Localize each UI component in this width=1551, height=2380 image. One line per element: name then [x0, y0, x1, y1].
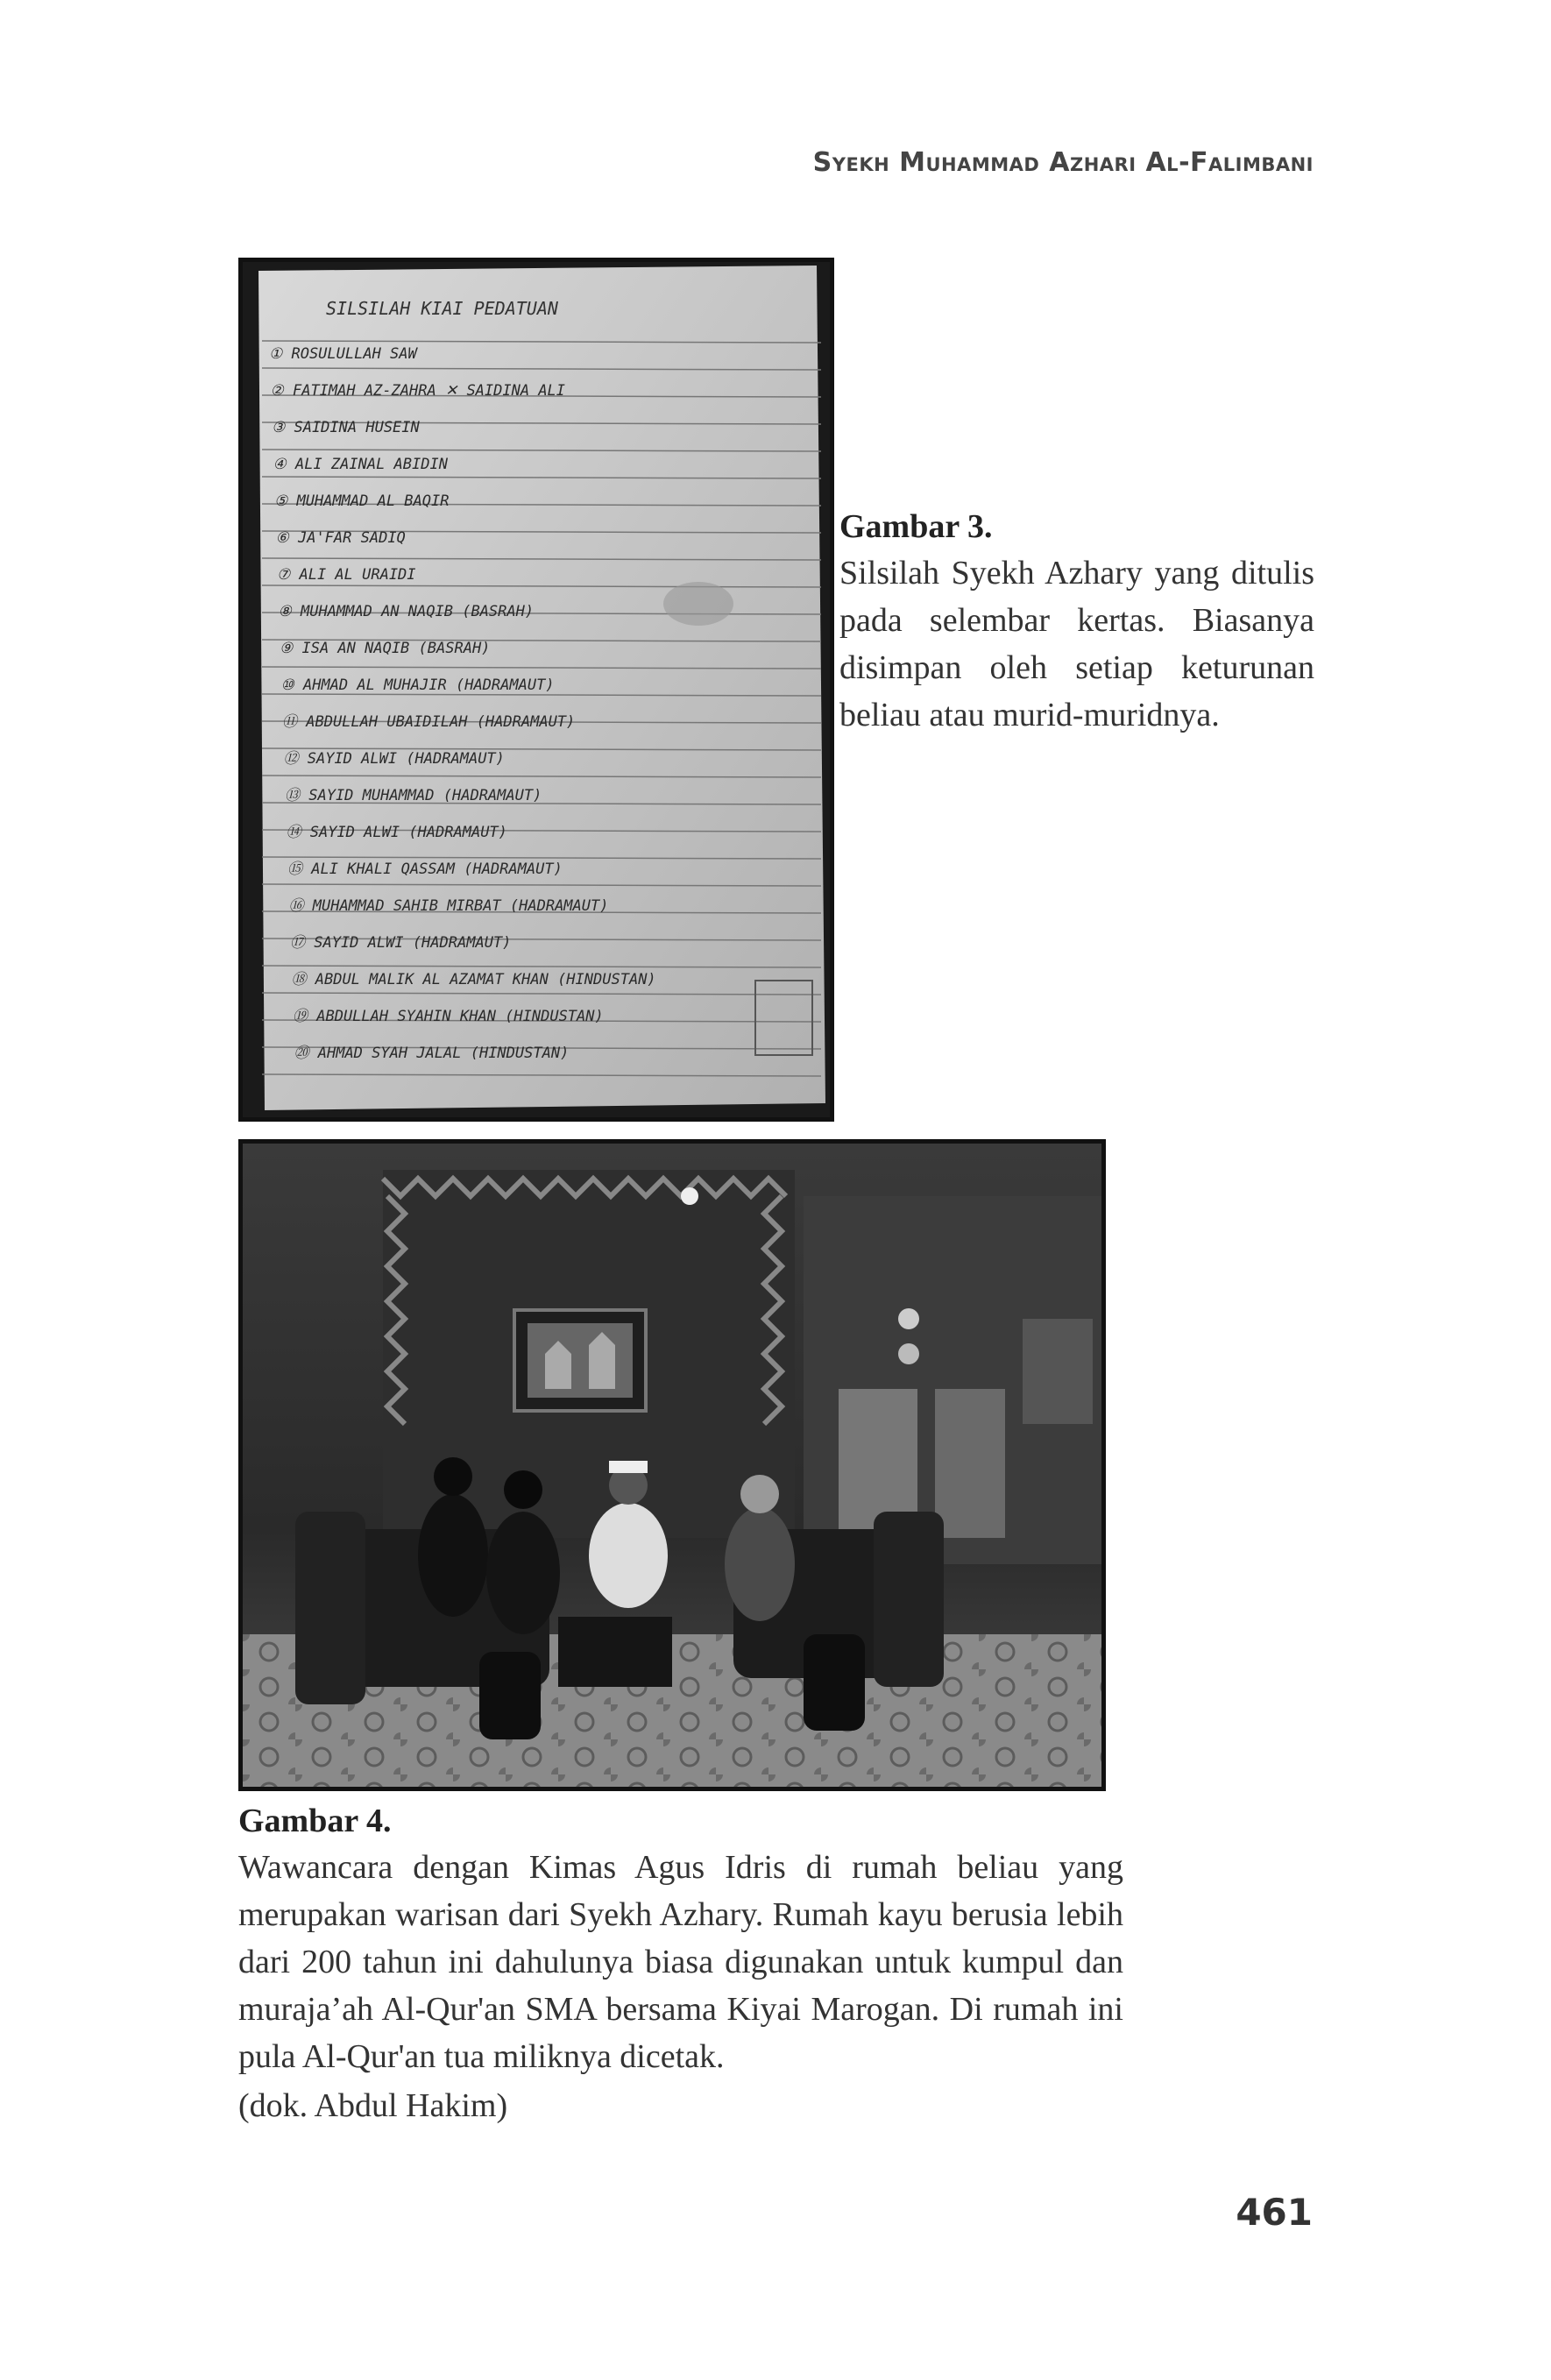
- handwritten-entry: ⑥ JA'FAR SADIQ: [275, 529, 406, 547]
- paper-heading: SILSILAH KIAI PEDATUAN: [326, 298, 558, 319]
- running-header: Syekh Muhammad Azhari Al-Falimbani: [812, 147, 1314, 178]
- handwritten-entry: ⑳ AHMAD SYAH JALAL (HINDUSTAN): [294, 1045, 570, 1062]
- person-left-1: [418, 1494, 488, 1617]
- handwritten-entry: ⑨ ISA AN NAQIB (BASRAH): [280, 640, 491, 657]
- backpack-right: [804, 1634, 865, 1731]
- handwritten-entry: ⑦ ALI AL URAIDI: [277, 566, 416, 584]
- coffee-table: [558, 1617, 672, 1687]
- handwritten-entry: ④ ALI ZAINAL ABIDIN: [273, 456, 448, 473]
- handwritten-entry: ⑬ SAYID MUHAMMAD (HADRAMAUT): [285, 787, 542, 804]
- person-left-2: [486, 1512, 560, 1634]
- interview-photo: [238, 1139, 1106, 1791]
- person-right: [725, 1507, 795, 1621]
- genealogy-photo: [238, 258, 834, 1122]
- figure-4-title: Gambar 4.: [238, 1803, 392, 1839]
- handwritten-entry: ⑲ ABDULLAH SYAHIN KHAN (HINDUSTAN): [293, 1008, 604, 1025]
- handwritten-entry: ⑯ MUHAMMAD SAHIB MIRBAT (HADRAMAUT): [288, 897, 609, 915]
- figure-3-text: Silsilah Syekh Azhary yang ditulis pada selembar kertas. Biasanya disimpan oleh setiap keturunan beliau atau murid-muridnya.: [839, 555, 1314, 733]
- photo-credit: (dok. Abdul Hakim): [238, 2087, 508, 2124]
- figure-3-caption: [839, 504, 1314, 739]
- person-white-shirt: [589, 1503, 668, 1608]
- handwritten-entry: ③ SAIDINA HUSEIN: [272, 419, 420, 436]
- handwritten-entry: ⑭ SAYID ALWI (HADRAMAUT): [286, 824, 507, 841]
- page-number: 461: [1236, 2191, 1313, 2234]
- handwritten-entry: ⑪ ABDULLAH UBAIDILAH (HADRAMAUT): [282, 713, 576, 731]
- handwritten-entry: ⑧ MUHAMMAD AN NAQIB (BASRAH): [278, 603, 535, 620]
- paper-stain: [663, 582, 733, 626]
- figure-4-text: Wawancara dengan Kimas Agus Idris di rumah beliau yang merupakan warisan dari Syekh Azhary. Rumah kayu berusia lebih dari 200 tahun ini dahulunya biasa digunakan untuk kumpul dan muraja’ah Al-Qur'an SMA bersama Kiyai Marogan. Di rumah ini pula Al-Qur'an tua miliknya dicetak.: [238, 1849, 1123, 2075]
- figure-3-title: Gambar 3.: [839, 508, 993, 545]
- handwritten-entry: ⑮ ALI KHALI QASSAM (HADRAMAUT): [287, 861, 563, 878]
- handwritten-entry: ② FATIMAH AZ-ZAHRA ✕ SAIDINA ALI: [270, 382, 566, 400]
- handwritten-entry: ⑫ SAYID ALWI (HADRAMAUT): [283, 750, 505, 768]
- handwritten-entry: ⑤ MUHAMMAD AL BAQIR: [274, 492, 450, 510]
- handwritten-entry: ⑰ SAYID ALWI (HADRAMAUT): [290, 934, 512, 952]
- handwritten-entry: ① ROSULULLAH SAW: [269, 345, 417, 363]
- figure-4-caption: [238, 1798, 1123, 2129]
- handwritten-entry: ⑩ AHMAD AL MUHAJIR (HADRAMAUT): [280, 676, 555, 694]
- handwritten-entry: ⑱ ABDUL MALIK AL AZAMAT KHAN (HINDUSTAN): [291, 971, 656, 988]
- backpack-left: [479, 1652, 541, 1739]
